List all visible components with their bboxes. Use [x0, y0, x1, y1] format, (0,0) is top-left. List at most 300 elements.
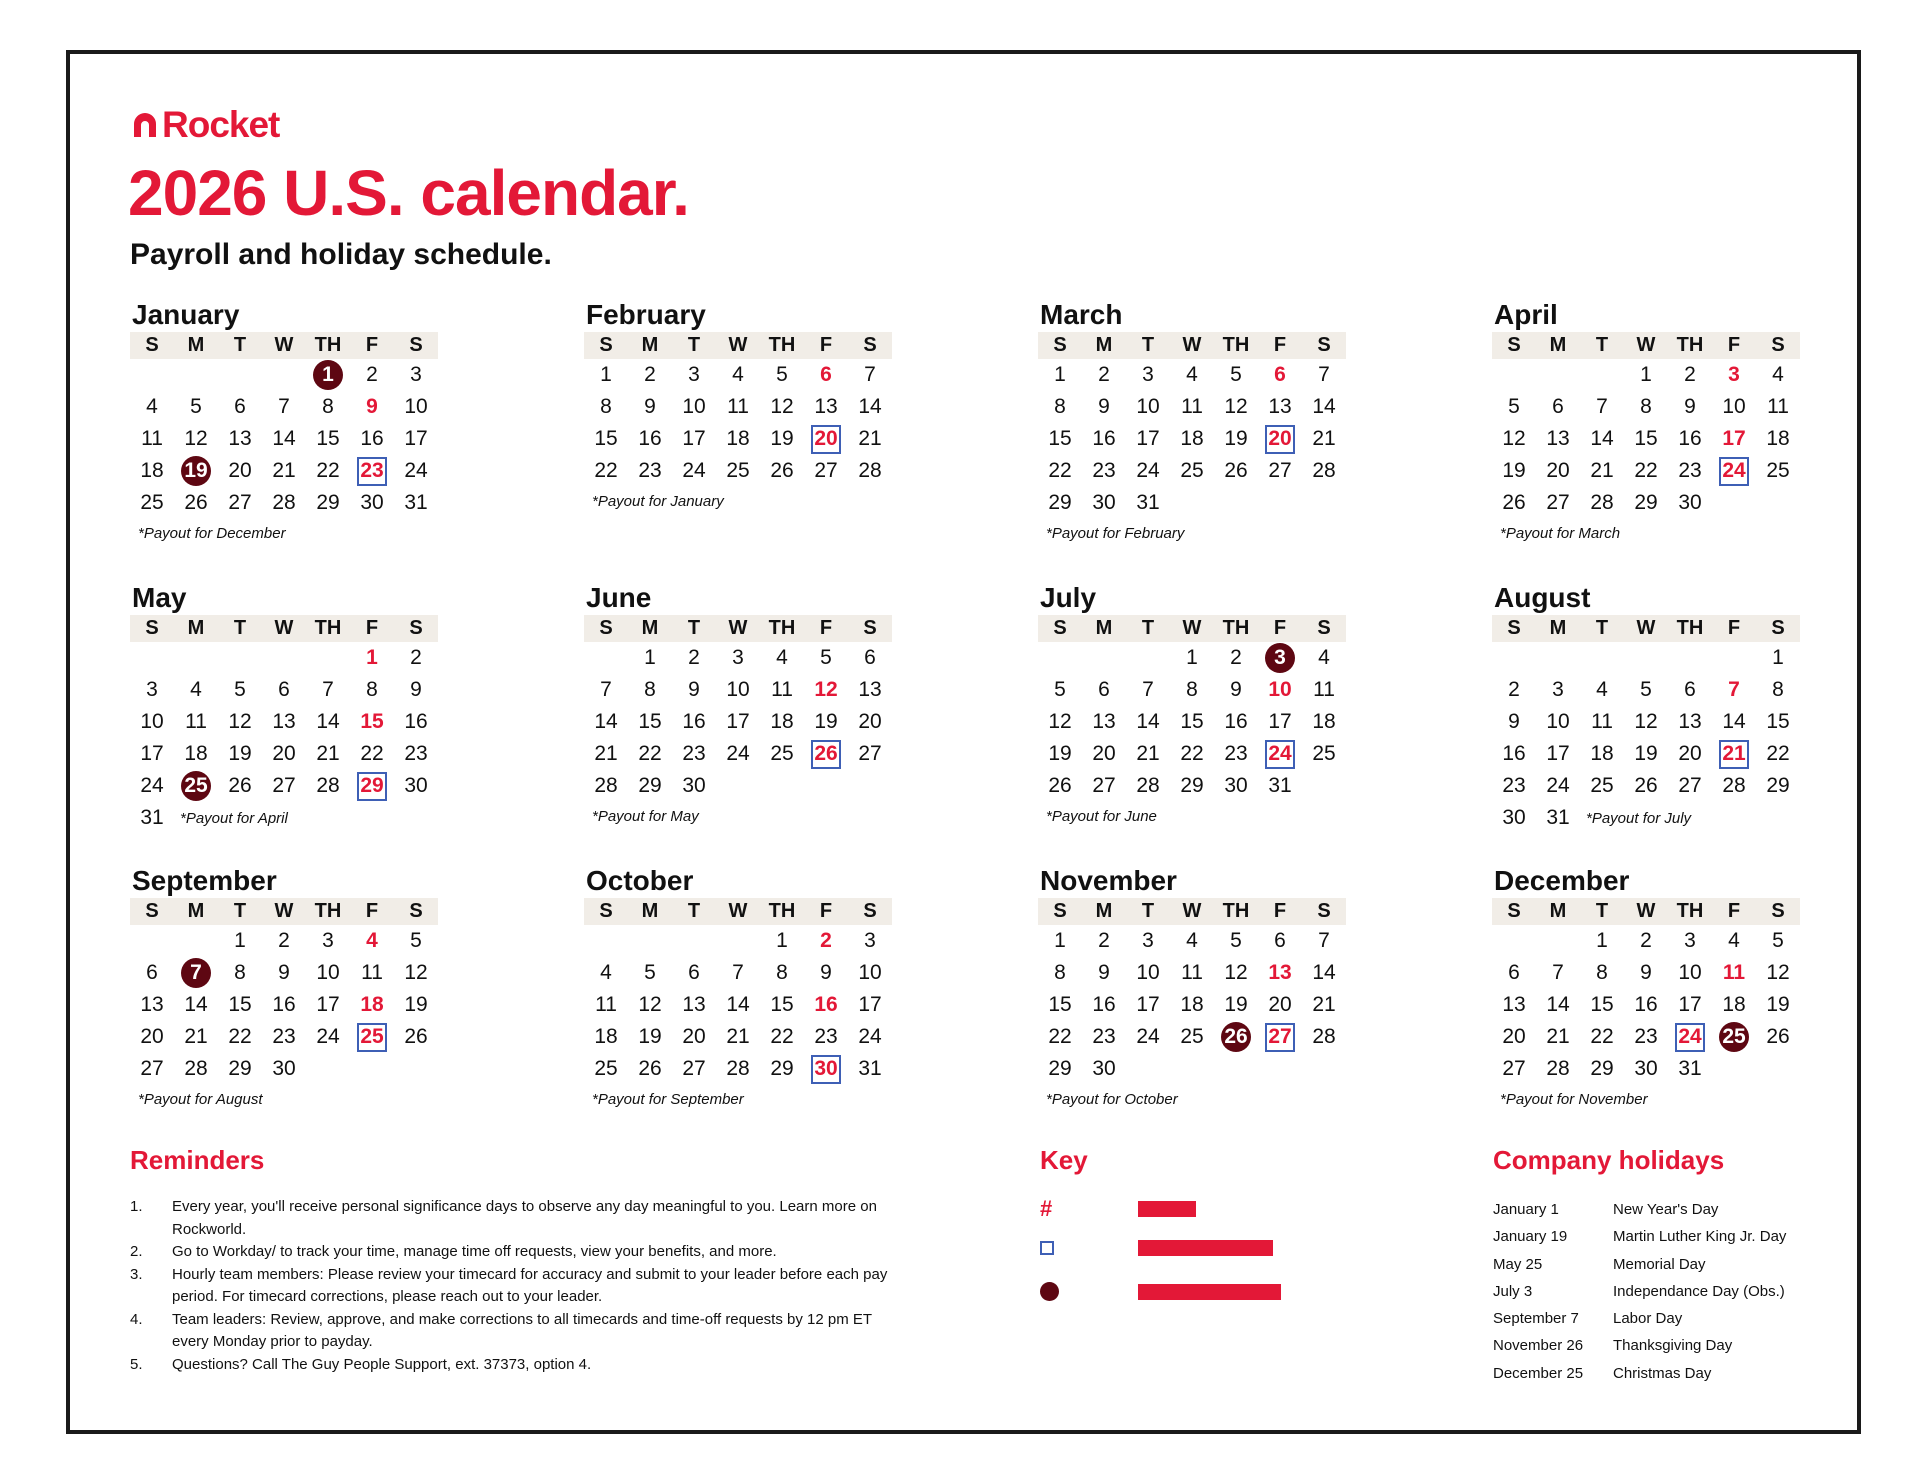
holiday-day: 25 [1712, 1021, 1756, 1053]
payday: 3 [1728, 363, 1740, 386]
weekday-label: W [1636, 617, 1656, 639]
day-cell: 5 [1640, 678, 1652, 701]
holiday-row [1493, 1223, 1833, 1250]
day-cell: 14 [184, 993, 208, 1016]
payout-note: *Payout for October [1046, 1091, 1178, 1108]
weekday-label: M [187, 617, 205, 639]
day-cell: 11 [1591, 710, 1613, 733]
month-name: September [132, 865, 277, 896]
weekday-label: W [1636, 900, 1656, 922]
weekday-label: S [599, 334, 613, 356]
weekday-header [130, 615, 438, 642]
day-cell: 22 [770, 1025, 794, 1048]
day-cell: 13 [814, 395, 838, 418]
day-cell: 9 [1640, 961, 1652, 984]
week-row [1492, 359, 1800, 391]
week-row [1038, 674, 1346, 706]
payday: 17 [1722, 427, 1746, 450]
day-cell: 20 [1678, 742, 1702, 765]
week-row [130, 455, 438, 487]
week-row [1492, 925, 1800, 957]
month-march [1038, 298, 1346, 542]
key-title: Key [1040, 1145, 1088, 1175]
weekday-header [584, 898, 892, 925]
day-cell: 3 [322, 929, 334, 952]
day-cell: 23 [814, 1025, 838, 1048]
weekday-label: T [1141, 334, 1155, 356]
day-cell: 16 [1092, 993, 1116, 1016]
day-cell: 8 [322, 395, 334, 418]
day-cell: 19 [404, 993, 428, 1016]
day-cell: 22 [1590, 1025, 1614, 1048]
day-cell: 26 [404, 1025, 428, 1048]
weekday-label: F [1273, 900, 1287, 922]
day-cell: 3 [1142, 363, 1154, 386]
day-cell: 15 [1590, 993, 1614, 1016]
weekday-label: T [1595, 334, 1609, 356]
week-row [584, 989, 892, 1021]
day-cell: 7 [864, 363, 876, 386]
day-cell: 5 [190, 395, 202, 418]
day-cell: 14 [726, 993, 750, 1016]
weekday-label: M [1095, 334, 1113, 356]
day-cell: 9 [688, 678, 700, 701]
month-name: July [1040, 582, 1097, 613]
month-name: October [586, 865, 694, 896]
day-cell: 26 [1502, 491, 1526, 514]
payout-note: *Payout for July [1586, 809, 1692, 827]
day-cell: 13 [858, 678, 882, 701]
week-row [584, 925, 892, 957]
day-cell: 29 [316, 491, 340, 514]
week-row [584, 391, 892, 423]
day-cell: 17 [1268, 710, 1292, 733]
day-cell: 29 [1048, 1057, 1072, 1080]
week-row [584, 738, 892, 770]
day-cell: 12 [1766, 961, 1790, 984]
day-cell: 27 [682, 1057, 706, 1080]
day-cell: 12 [1224, 395, 1248, 418]
day-cell: 4 [1596, 678, 1608, 701]
weekday-label: T [687, 617, 701, 639]
day-cell: 7 [732, 961, 744, 984]
day-cell: 14 [594, 710, 618, 733]
day-cell: 17 [1546, 742, 1570, 765]
weekday-label: M [1549, 900, 1567, 922]
week-row [584, 1053, 892, 1085]
week-row [1492, 455, 1800, 487]
weekday-label: F [365, 617, 379, 639]
empty-cell [218, 642, 262, 674]
day-cell: 20 [1502, 1025, 1526, 1048]
day-cell: 7 [1552, 961, 1564, 984]
day-cell: 17 [682, 427, 706, 450]
boxed-day: 26 [804, 738, 848, 770]
holiday-name: New Year's Day [1613, 1201, 1719, 1218]
day-cell: 30 [1092, 1057, 1116, 1080]
weekday-label: T [233, 617, 247, 639]
day-cell: 12 [184, 427, 208, 450]
day-cell: 18 [1590, 742, 1614, 765]
day-cell: 30 [1092, 491, 1116, 514]
day-cell: 13 [272, 710, 296, 733]
day-cell: 2 [1098, 363, 1110, 386]
month-name: April [1494, 299, 1558, 330]
empty-cell [130, 359, 174, 391]
week-row [1492, 989, 1800, 1021]
day-cell: 22 [316, 459, 340, 482]
day-cell: 9 [820, 961, 832, 984]
day-cell: 20 [228, 459, 252, 482]
day-cell: 6 [146, 961, 158, 984]
boxed-day: 20 [1258, 423, 1302, 455]
day-cell: 18 [1722, 993, 1746, 1016]
day-cell: 1 [1186, 646, 1198, 669]
day-cell: 19 [1224, 993, 1248, 1016]
week-row [1492, 706, 1800, 738]
day-cell: 11 [185, 710, 207, 733]
day-cell: 22 [1048, 1025, 1072, 1048]
empty-cell [1492, 359, 1536, 391]
day-cell: 25 [594, 1057, 618, 1080]
week-row [1492, 642, 1800, 674]
holiday-day: 3 [1258, 642, 1302, 674]
reminder-item [130, 1196, 890, 1241]
empty-cell [672, 925, 716, 957]
day-cell: 28 [1312, 1025, 1336, 1048]
day-cell: 6 [1098, 678, 1110, 701]
weekday-label: M [1549, 617, 1567, 639]
day-cell: 11 [1767, 395, 1789, 418]
week-row [1038, 487, 1346, 519]
day-cell: 11 [771, 678, 793, 701]
day-cell: 21 [858, 427, 882, 450]
day-cell: 19 [1766, 993, 1790, 1016]
week-row [130, 391, 438, 423]
weekday-label: M [187, 334, 205, 356]
day-cell: 12 [770, 395, 794, 418]
payday: 6 [820, 363, 832, 386]
day-cell: 17 [404, 427, 428, 450]
holiday-day: 1 [306, 359, 350, 391]
day-cell: 2 [1098, 929, 1110, 952]
day-cell: 27 [814, 459, 838, 482]
weekday-label: F [1273, 617, 1287, 639]
boxed-day: 20 [804, 423, 848, 455]
day-cell: 23 [272, 1025, 296, 1048]
week-row [130, 989, 438, 1021]
day-cell: 22 [1180, 742, 1204, 765]
reminders-title: Reminders [130, 1145, 265, 1175]
weekday-label: S [599, 617, 613, 639]
day-cell: 13 [140, 993, 164, 1016]
holiday-row [1493, 1196, 1833, 1223]
weekday-label: S [1053, 334, 1067, 356]
blue-square-icon [1040, 1241, 1054, 1255]
day-cell: 26 [770, 459, 794, 482]
weekday-label: TH [314, 900, 342, 922]
weekday-label: F [1727, 334, 1741, 356]
week-row [1038, 770, 1346, 802]
day-cell: 29 [1766, 774, 1790, 797]
page-subtitle: Payroll and holiday schedule. [130, 238, 552, 271]
day-cell: 23 [1678, 459, 1702, 482]
day-cell: 16 [682, 710, 706, 733]
payday: 13 [1268, 961, 1292, 984]
day-cell: 23 [1092, 1025, 1116, 1048]
day-cell: 22 [1766, 742, 1790, 765]
day-cell: 16 [404, 710, 428, 733]
boxed-day: 24 [1712, 455, 1756, 487]
day-cell: 27 [1502, 1057, 1526, 1080]
week-row [1038, 738, 1346, 770]
weekday-label: T [687, 900, 701, 922]
day-cell: 21 [594, 742, 618, 765]
empty-cell [130, 925, 174, 957]
week-row [1038, 1021, 1346, 1053]
empty-cell [262, 359, 306, 391]
day-cell: 31 [1136, 491, 1160, 514]
key-redacted-bar [1138, 1201, 1196, 1217]
day-cell: 7 [278, 395, 290, 418]
holidays-title: Company holidays [1493, 1145, 1725, 1175]
day-cell: 23 [638, 459, 662, 482]
day-cell: 17 [1136, 993, 1160, 1016]
day-cell: 1 [1054, 929, 1066, 952]
weekday-label: W [728, 617, 748, 639]
reminder-text: Go to Workday/ to track your time, manage time off requests, view your benefits, and more. [172, 1243, 777, 1260]
day-cell: 14 [316, 710, 340, 733]
week-row [1492, 674, 1800, 706]
day-cell: 23 [1634, 1025, 1658, 1048]
logo-text: Rocket [162, 104, 280, 145]
day-cell: 22 [228, 1025, 252, 1048]
day-cell: 19 [1634, 742, 1658, 765]
weekday-header [1038, 332, 1346, 359]
weekday-label: W [274, 617, 294, 639]
day-cell: 26 [184, 491, 208, 514]
day-cell: 13 [1546, 427, 1570, 450]
day-cell: 10 [1678, 961, 1702, 984]
week-row [584, 674, 892, 706]
day-cell: 19 [770, 427, 794, 450]
weekday-label: W [274, 900, 294, 922]
week-row [1038, 989, 1346, 1021]
weekday-label: W [274, 334, 294, 356]
day-cell: 8 [1772, 678, 1784, 701]
day-cell: 1 [1054, 363, 1066, 386]
day-cell: 28 [1722, 774, 1746, 797]
payday: 16 [814, 993, 838, 1016]
day-cell: 29 [1048, 491, 1072, 514]
weekday-label: W [1182, 900, 1202, 922]
day-cell: 5 [410, 929, 422, 952]
weekday-label: S [599, 900, 613, 922]
holiday-name: Christmas Day [1613, 1364, 1712, 1382]
weekday-label: S [1053, 617, 1067, 639]
day-cell: 8 [1054, 395, 1066, 418]
day-cell: 16 [638, 427, 662, 450]
holiday-date: November 26 [1493, 1337, 1584, 1355]
day-cell: 31 [858, 1057, 882, 1080]
day-cell: 2 [1508, 678, 1520, 701]
holiday-day: 26 [1214, 1021, 1258, 1053]
day-cell: 18 [1766, 427, 1790, 450]
reminder-number: 4. [130, 1310, 143, 1328]
month-name: December [1494, 865, 1630, 896]
reminder-number: 5. [130, 1355, 143, 1373]
holiday-name: Memorial Day [1613, 1255, 1706, 1273]
day-cell: 5 [1230, 363, 1242, 386]
weekday-label: S [1507, 334, 1521, 356]
week-row [1492, 770, 1800, 802]
day-cell: 8 [366, 678, 378, 701]
weekday-label: S [409, 334, 423, 356]
week-row [1492, 391, 1800, 423]
day-cell: 12 [228, 710, 252, 733]
day-cell: 13 [1268, 395, 1292, 418]
weekday-label: S [863, 900, 877, 922]
day-cell: 28 [1590, 491, 1614, 514]
payout-note: *Payout for February [1046, 525, 1185, 542]
day-cell: 5 [644, 961, 656, 984]
day-cell: 22 [360, 742, 384, 765]
day-cell: 6 [864, 646, 876, 669]
week-row [584, 423, 892, 455]
weekday-label: TH [768, 334, 796, 356]
weekday-label: T [1141, 617, 1155, 639]
weekday-label: S [1317, 900, 1331, 922]
payout-note: *Payout for September [592, 1091, 744, 1108]
day-cell: 18 [184, 742, 208, 765]
day-cell: 19 [1502, 459, 1526, 482]
day-cell: 14 [1312, 961, 1336, 984]
day-cell: 27 [1678, 774, 1702, 797]
day-cell: 21 [1546, 1025, 1570, 1048]
week-row [1038, 423, 1346, 455]
day-cell: 24 [404, 459, 428, 482]
day-cell: 26 [228, 774, 252, 797]
dark-dot-icon [1040, 1282, 1059, 1301]
day-cell: 18 [1180, 427, 1204, 450]
day-cell: 21 [726, 1025, 750, 1048]
day-cell: 17 [1678, 993, 1702, 1016]
holiday-name: Labor Day [1613, 1310, 1683, 1328]
key-item-payday [1040, 1196, 1196, 1222]
month-june [584, 581, 892, 825]
empty-cell [1624, 642, 1668, 674]
day-cell: 3 [864, 929, 876, 952]
day-cell: 22 [638, 742, 662, 765]
day-cell: 10 [1722, 395, 1746, 418]
reminder-text: Team leaders: Review, approve, and make corrections to all timecards and time-off requests by 12 pm ET every Monday prior to payday. [172, 1310, 872, 1350]
day-cell: 4 [146, 395, 158, 418]
day-cell: 30 [404, 774, 428, 797]
payday: 10 [1268, 678, 1292, 701]
week-row [1038, 706, 1346, 738]
day-cell: 3 [146, 678, 158, 701]
payday: 6 [1274, 363, 1286, 386]
weekday-label: S [145, 900, 159, 922]
week-row [1038, 1053, 1346, 1085]
day-cell: 11 [1181, 961, 1203, 984]
day-cell: 23 [1092, 459, 1116, 482]
day-cell: 8 [776, 961, 788, 984]
day-cell: 24 [1136, 1025, 1160, 1048]
month-name: January [132, 299, 240, 330]
week-row [130, 642, 438, 674]
payday: 12 [814, 678, 838, 701]
day-cell: 4 [776, 646, 788, 669]
day-cell: 30 [1678, 491, 1702, 514]
payday: 9 [366, 395, 378, 418]
day-cell: 28 [858, 459, 882, 482]
day-cell: 27 [1092, 774, 1116, 797]
weekday-label: F [819, 334, 833, 356]
day-cell: 17 [726, 710, 750, 733]
day-cell: 1 [776, 929, 788, 952]
day-cell: 28 [1546, 1057, 1570, 1080]
reminders-list [130, 1196, 890, 1376]
day-cell: 21 [1136, 742, 1160, 765]
day-cell: 2 [366, 363, 378, 386]
week-row [584, 957, 892, 989]
payday: 15 [360, 710, 384, 733]
weekday-label: TH [1676, 900, 1704, 922]
reminder-text: Hourly team members: Please review your timecard for accuracy and submit to your leader before each pay period. For timecard corrections, please reach out to your leader. [172, 1265, 888, 1305]
weekday-label: F [819, 900, 833, 922]
month-november [1038, 864, 1346, 1108]
day-cell: 8 [600, 395, 612, 418]
day-cell: 26 [1048, 774, 1072, 797]
weekday-header [584, 615, 892, 642]
reminder-number: 1. [130, 1198, 143, 1215]
week-row [130, 802, 438, 834]
day-cell: 11 [1313, 678, 1335, 701]
weekday-label: T [233, 900, 247, 922]
week-row [130, 706, 438, 738]
empty-cell [1536, 642, 1580, 674]
day-cell: 9 [1230, 678, 1242, 701]
payout-note: *Payout for January [592, 493, 724, 510]
day-cell: 3 [1142, 929, 1154, 952]
key-item-box [1040, 1240, 1273, 1256]
payday: 7 [1728, 678, 1740, 701]
day-cell: 6 [1508, 961, 1520, 984]
month-name: February [586, 299, 706, 330]
day-cell: 13 [1678, 710, 1702, 733]
empty-cell [1492, 925, 1536, 957]
day-cell: 30 [272, 1057, 296, 1080]
empty-cell [628, 925, 672, 957]
day-cell: 21 [272, 459, 296, 482]
holiday-name: Thanksgiving Day [1613, 1337, 1733, 1355]
day-cell: 23 [682, 742, 706, 765]
day-cell: 12 [1634, 710, 1658, 733]
weekday-label: TH [1676, 334, 1704, 356]
day-cell: 16 [1678, 427, 1702, 450]
day-cell: 10 [858, 961, 882, 984]
day-cell: 6 [1274, 929, 1286, 952]
day-cell: 7 [1318, 363, 1330, 386]
day-cell: 12 [638, 993, 662, 1016]
weekday-label: M [641, 900, 659, 922]
day-cell: 21 [1312, 427, 1336, 450]
day-cell: 27 [228, 491, 252, 514]
month-february [584, 298, 892, 510]
day-cell: 25 [726, 459, 750, 482]
week-row [130, 674, 438, 706]
